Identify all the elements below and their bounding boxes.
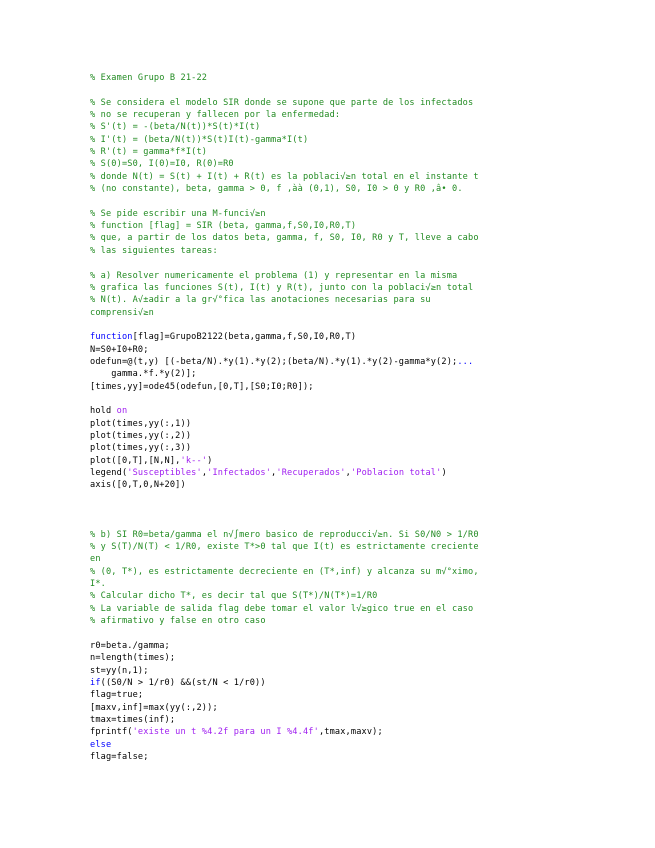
- comment-text: % que, a partir de los datos beta, gamma, f, S0, I0, R0 y T, lleve a cabo: [90, 233, 479, 244]
- code-text: plot(times,yy(:,1)): [90, 418, 192, 429]
- comment-text: % Se pide escribir una M-funci√≥n: [90, 208, 266, 219]
- code-line: [90, 84, 650, 96]
- code-line: [90, 652, 650, 664]
- code-text: st=yy(n,1);: [90, 665, 149, 676]
- code-line: [90, 578, 650, 590]
- code-line: [90, 368, 650, 380]
- code-text: hold: [90, 406, 117, 417]
- code-text: axis([0,T,0,N+20]): [90, 480, 186, 491]
- code-text: ): [441, 468, 447, 478]
- code-text: ,: [345, 468, 351, 478]
- code-line: [90, 72, 650, 84]
- string-text: on: [116, 406, 128, 417]
- code-text: ): [207, 455, 213, 466]
- code-line: [90, 195, 650, 207]
- code-text: [flag]=GrupoB2122(beta,gamma,f,S0,I0,R0,T): [132, 332, 357, 343]
- code-line: [90, 418, 650, 430]
- comment-text: % donde N(t) = S(t) + I(t) + R(t) es la poblaci√≥n total en el instante t: [90, 171, 479, 182]
- comment-text: comprensi√≥n: [90, 307, 154, 318]
- comment-text: % S'(t) = -(beta/N(t))*S(t)*I(t): [90, 122, 261, 133]
- comment-text: % afirmativo y false en otro caso: [90, 616, 266, 627]
- string-text: 'k--': [180, 455, 208, 466]
- string-text: 'Susceptibles': [127, 468, 202, 478]
- code-line: [90, 615, 650, 627]
- code-text: flag=true;: [90, 690, 144, 701]
- comment-text: % (no constante), beta, gamma > 0, f ‚àà (0,1), S0, I0 > 0 y R0 ‚â• 0.: [90, 184, 463, 195]
- keyword-text: function: [90, 332, 133, 343]
- code-text: gamma.*f.*y(2)];: [90, 369, 197, 380]
- code-line: [90, 134, 650, 146]
- code-line: [90, 393, 650, 405]
- code-line: [90, 566, 650, 578]
- code-text: plot(times,yy(:,3)): [90, 443, 192, 454]
- code-line: [90, 541, 650, 553]
- code-text: plot(times,yy(:,2)): [90, 430, 192, 441]
- code-line: [90, 627, 650, 639]
- code-line: [90, 356, 650, 368]
- comment-text: % La variable de salida flag debe tomar el valor l√≥gico true en el caso: [90, 603, 474, 614]
- comment-text: % grafica las funciones S(t), I(t) y R(t), junto con la poblaci√≥n total: [90, 282, 474, 293]
- code-text: plot([0,T],[N,N],: [90, 455, 181, 466]
- code-line: [90, 492, 650, 504]
- code-line: [90, 677, 650, 689]
- code-text: tmax=times(inf);: [90, 714, 176, 725]
- code-line: [90, 702, 650, 714]
- keyword-text: ...: [457, 356, 474, 367]
- code-line: [90, 603, 650, 615]
- code-line: [90, 183, 650, 195]
- comment-text: % Calcular dicho T*, es decir tal que S(T*)/N(T*)=1/R0: [90, 591, 378, 602]
- comment-text: % y S(T)/N(T) < 1/R0, existe T*>0 tal que I(t) es estrictamente creciente: [90, 542, 479, 553]
- code-line: [90, 442, 650, 454]
- code-line: [90, 553, 650, 565]
- code-text: n=length(times);: [90, 653, 176, 664]
- code-line: [90, 208, 650, 220]
- code-line: [90, 319, 650, 331]
- code-text: [maxv,inf]=max(yy(:,2));: [90, 702, 218, 713]
- code-text: N=S0+I0+R0;: [90, 344, 149, 355]
- code-line: [90, 158, 650, 170]
- code-line: [90, 405, 650, 417]
- code-line: [90, 726, 650, 738]
- comment-text: % function [flag] = SIR (beta, gamma,f,S0,I0,R0,T): [90, 221, 357, 232]
- code-line: [90, 689, 650, 701]
- code-line: [90, 504, 650, 516]
- comment-text: % R'(t) = gamma*f*I(t): [90, 147, 208, 158]
- code-line: [90, 640, 650, 652]
- comment-text: % las siguientes tareas:: [90, 245, 218, 256]
- code-line: [90, 430, 650, 442]
- comment-text: % Examen Grupo B 21-22: [90, 73, 208, 83]
- comment-text: % b) SI R0=beta/gamma el n√∫mero basico de reproducci√≥n. Si S0/N0 > 1/R0: [90, 529, 479, 540]
- code-text: legend(: [90, 468, 128, 478]
- code-text: r0=beta./gamma;: [90, 640, 170, 651]
- string-text: 'existe un t %4.2f para un I %4.4f': [132, 727, 319, 738]
- code-line: [90, 97, 650, 109]
- code-line: [90, 257, 650, 269]
- code-text: ((S0/N > 1/r0) &&(st/N < 1/r0)): [100, 677, 266, 688]
- code-text: ,: [271, 468, 277, 478]
- code-line: [90, 590, 650, 602]
- code-line: [90, 307, 650, 319]
- comment-text: I*.: [90, 579, 106, 590]
- comment-text: % N(t). A√±adir a la gr√°fica las anotaciones necesarias para su: [90, 295, 431, 306]
- code-line: [90, 665, 650, 677]
- code-line: [90, 479, 650, 491]
- code-text: odefun=@(t,y) [(-beta/N).*y(1).*y(2);(beta/N).*y(1).*y(2)-gamma*y(2);: [90, 356, 458, 367]
- comment-text: % no se recuperan y fallecen por la enfermedad:: [90, 110, 341, 121]
- string-text: 'Recuperados': [276, 468, 346, 478]
- code-line: [90, 381, 650, 393]
- comment-text: % Se considera el modelo SIR donde se supone que parte de los infectados: [90, 97, 474, 108]
- comment-text: en: [90, 554, 101, 565]
- code-line: [90, 294, 650, 306]
- code-line: [90, 245, 650, 257]
- code-line: [90, 146, 650, 158]
- code-line: [90, 282, 650, 294]
- code-listing: [90, 72, 650, 763]
- code-text: ,: [201, 468, 208, 478]
- code-line: [90, 121, 650, 133]
- string-text: 'Poblacion total': [350, 468, 442, 478]
- code-line: [90, 109, 650, 121]
- code-line: [90, 455, 650, 467]
- code-line: [90, 270, 650, 282]
- comment-text: % a) Resolver numericamente el problema (1) y representar en la misma: [90, 270, 458, 281]
- code-line: [90, 516, 650, 528]
- code-line: [90, 751, 650, 763]
- code-line: [90, 714, 650, 726]
- comment-text: % (0, T*), es estrictamente decreciente en (T*,inf) y alcanza su m√°ximo,: [90, 566, 479, 577]
- code-line: [90, 220, 650, 232]
- code-text: [times,yy]=ode45(odefun,[0,T],[S0;I0;R0]);: [90, 381, 314, 392]
- code-line: [90, 344, 650, 356]
- keyword-text: else: [90, 739, 112, 750]
- code-line: [90, 529, 650, 541]
- code-line: [90, 739, 650, 751]
- code-line: [90, 171, 650, 183]
- code-line: [90, 232, 650, 244]
- code-text: ,tmax,maxv);: [318, 727, 383, 738]
- code-line: [90, 467, 650, 479]
- code-text: fprintf(: [90, 727, 133, 738]
- string-text: 'Infectados': [207, 468, 272, 478]
- comment-text: % I'(t) = (beta/N(t))*S(t)I(t)-gamma*I(t): [90, 134, 309, 145]
- code-text: flag=false;: [90, 751, 149, 762]
- code-line: [90, 331, 650, 343]
- keyword-text: if: [90, 677, 101, 688]
- comment-text: % S(0)=S0, I(0)=I0, R(0)=R0: [90, 159, 234, 170]
